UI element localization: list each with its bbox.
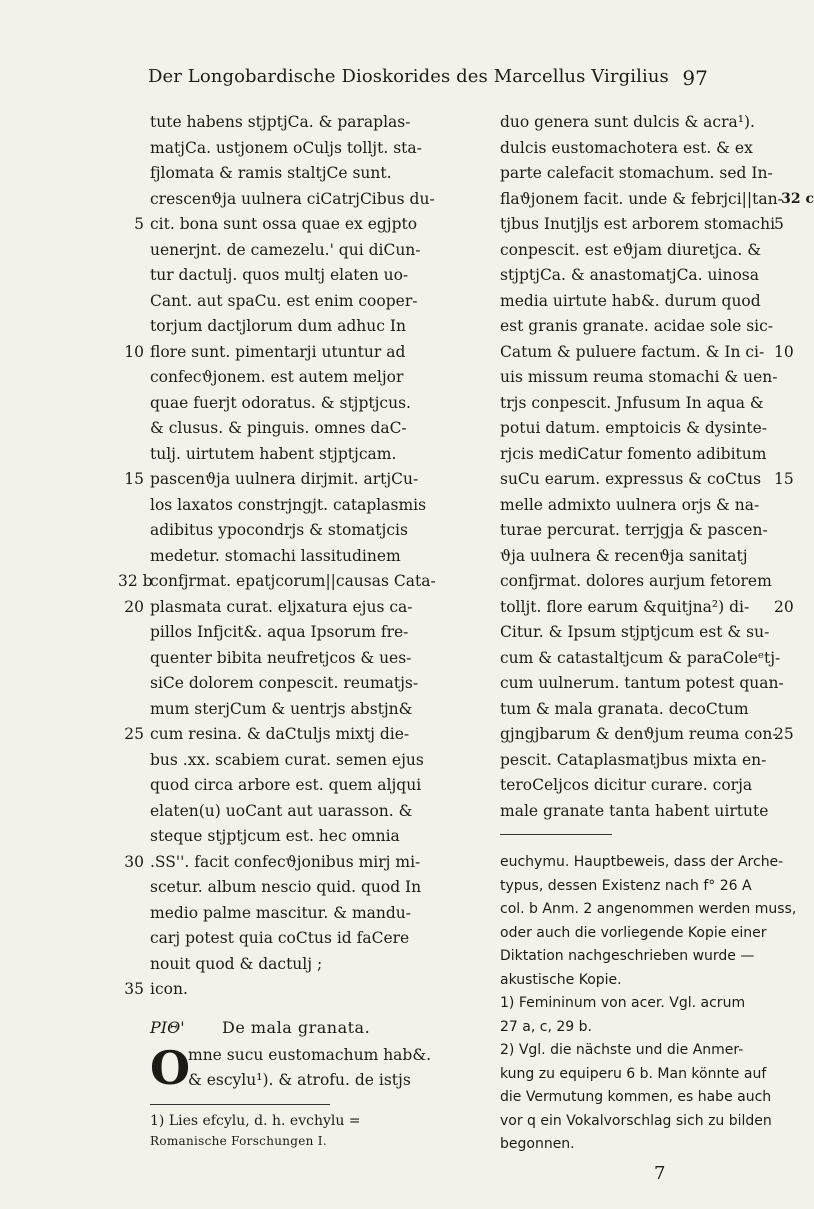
line-number: 15	[124, 470, 144, 488]
line-text: stjptjCa. & anastomatjCa. uinosa	[500, 266, 759, 284]
line-text: quenter bibita neufretjcos & ues-	[150, 648, 412, 667]
left-text-line	[124, 850, 490, 876]
left-text-line	[150, 646, 490, 672]
left-text-line	[118, 569, 490, 595]
line-text: cum & catastaltjcum & paraColeᵉtj-	[500, 648, 781, 667]
line-number: 5	[134, 215, 144, 233]
right-text-line	[500, 799, 770, 825]
line-text: tute habens stjptjCa. & paraplas-	[150, 113, 411, 131]
right-text-line	[500, 697, 770, 723]
left-text-line	[150, 442, 490, 468]
commentary-line: oder auch die vorliegende Kopie einer	[500, 924, 767, 941]
right-text-line	[500, 161, 773, 187]
line-text: uis missum reuma stomachi & uen-	[500, 368, 778, 386]
line-text: male granate tanta habent uirtute	[500, 801, 769, 820]
line-text: est granis granate. acidae sole sic-	[500, 317, 774, 335]
left-text-line	[124, 977, 490, 1003]
line-number: 35	[124, 980, 144, 998]
line-text: los laxatos constrjngjt. cataplasmis	[150, 495, 427, 514]
right-text-line	[500, 238, 770, 264]
section-title: De mala granata.	[222, 1017, 371, 1037]
section-heading	[150, 1011, 490, 1043]
line-text: elaten(u) uoCant aut uarasson. &	[150, 801, 413, 820]
line-text: cum resina. & daCtuljs mixtj die-	[150, 725, 410, 743]
line-text: dulcis eustomachotera est. & ex	[500, 138, 753, 157]
line-text: quae fuerjt odoratus. & stjptjcus.	[150, 393, 411, 412]
opening-line-1: mne sucu eustomachum hab&.	[188, 1045, 432, 1064]
page-number: 97	[682, 66, 708, 90]
left-text-line	[124, 340, 490, 366]
line-text: trjs conpescit. Jnfusum In aqua &	[500, 393, 764, 412]
left-footnote	[150, 1111, 490, 1151]
line-text: nouit quod & dactulj ;	[150, 954, 323, 973]
signature-mark: 7	[654, 1163, 666, 1184]
commentary-line: vor q ein Vokalvorschlag sich zu bilden	[500, 1112, 772, 1129]
left-text-line	[150, 875, 490, 901]
left-text-line	[150, 671, 490, 697]
line-text: Cant. aut spaCu. est enim cooper-	[150, 291, 418, 310]
line-text: flaϑjonem facit. unde & febrjci||tan-	[500, 189, 783, 208]
line-number: 5	[774, 215, 784, 233]
line-text: medio palme mascitur. & mandu-	[150, 903, 412, 922]
left-column	[118, 110, 490, 1151]
commentary-line: 2) Vgl. die nächste und die Anmer-	[500, 1042, 744, 1058]
line-number: 25	[774, 725, 794, 743]
right-text-line	[500, 467, 794, 493]
left-text-line	[150, 391, 490, 417]
commentary-line: 1) Femininum von acer. Vgl. acrum	[500, 995, 746, 1011]
right-text-line	[500, 646, 781, 672]
line-text: plasmata curat. eljxatura ejus ca-	[150, 597, 413, 616]
line-text: turae percurat. terrjgja & pascen-	[500, 521, 768, 539]
left-text-line	[150, 161, 490, 187]
right-text-line	[500, 595, 794, 621]
line-number: 20	[124, 597, 144, 616]
line-text: uenerjnt. de camezelu.' qui diCun-	[150, 240, 421, 259]
right-text-line	[500, 773, 770, 799]
left-text-line	[150, 952, 490, 978]
right-text-line	[500, 442, 770, 468]
section-opening	[150, 1040, 490, 1095]
line-text: carj potest quia coCtus id faCere	[150, 929, 410, 947]
line-number: 10	[774, 342, 794, 361]
line-number: 32 b	[118, 572, 153, 590]
left-text-line	[124, 467, 490, 493]
line-text: parte calefacit stomachum. sed In-	[500, 164, 773, 182]
left-text-line	[124, 722, 490, 748]
line-number: 25	[124, 725, 144, 743]
line-text: potui datum. emptoicis & dysinte-	[500, 419, 768, 437]
right-text-line	[500, 416, 770, 442]
right-text-line	[500, 314, 774, 340]
right-text-line	[500, 391, 770, 417]
right-text-line	[500, 289, 770, 315]
line-text: quod circa arbore est. quem aljqui	[150, 776, 422, 794]
left-text-line	[150, 416, 490, 442]
right-text-line	[500, 365, 778, 391]
right-text-line	[500, 263, 770, 289]
line-text: steque stjptjcum est. hec omnia	[150, 827, 400, 845]
line-text: conpescit. est eϑjam diuretjca. &	[500, 240, 762, 259]
line-text: duo genera sunt dulcis & acra¹).	[500, 113, 755, 131]
commentary-rule	[500, 834, 612, 835]
line-text: teroCeljcos dicitur curare. corja	[500, 776, 753, 794]
right-text-lines	[500, 110, 814, 824]
line-text: tjbus Inutjljs est arborem stomachi	[500, 215, 776, 233]
left-text-line	[150, 697, 490, 723]
left-text-line	[150, 314, 490, 340]
line-text: cum uulnerum. tantum potest quan-	[500, 674, 784, 692]
line-text: tum & mala granata. decoCtum	[500, 699, 749, 718]
commentary-line: 27 a, c, 29 b.	[500, 1018, 592, 1035]
left-text-line	[150, 799, 490, 825]
left-text-line	[150, 238, 490, 264]
line-text: flore sunt. pimentarji utuntur ad	[150, 342, 406, 361]
line-text: Citur. & Ipsum stjptjcum est & su-	[500, 623, 770, 641]
left-text-line	[150, 493, 490, 519]
left-text-line	[150, 620, 490, 646]
right-text-line	[500, 340, 794, 366]
line-text: .SS''. facit confecϑjonibus mirj mi-	[150, 852, 421, 871]
left-text-line	[150, 187, 490, 213]
line-text: confecϑjonem. est autem meljor	[150, 368, 404, 386]
line-number: 15	[774, 470, 794, 488]
line-text: pescit. Cataplasmatjbus mixta en-	[500, 750, 767, 769]
left-text-line	[150, 901, 490, 927]
line-text: torjum dactjlorum dum adhuc In	[150, 317, 406, 335]
line-text: Catum & puluere factum. & In ci-	[500, 342, 765, 361]
left-text-line	[150, 824, 490, 850]
line-text: media uirtute hab&. durum quod	[500, 291, 761, 310]
line-text: fjlomata & ramis staltjCe sunt.	[150, 164, 392, 182]
commentary-line: die Vermutung kommen, es habe auch	[500, 1089, 772, 1105]
line-text: mum sterjCum & uentrjs abstjn&	[150, 699, 413, 718]
right-text-line	[500, 110, 770, 136]
left-text-line	[150, 926, 490, 952]
right-text-line	[500, 212, 784, 238]
line-text: & clusus. & pinguis. omnes daC-	[150, 419, 407, 437]
line-text: gjngjbarum & denϑjum reuma con-	[500, 725, 778, 743]
line-number: 10	[124, 342, 144, 361]
footnote-source: Romanische Forschungen I.	[150, 1133, 327, 1148]
commentary-notes	[500, 851, 797, 1157]
line-number: 20	[774, 597, 794, 616]
right-text-line	[500, 722, 794, 748]
left-text-line	[150, 748, 490, 774]
line-text: melle admixto uulnera orjs & na-	[500, 495, 760, 514]
right-column	[500, 110, 814, 1157]
line-text: medetur. stomachi lassitudinem	[150, 546, 401, 565]
line-number: 30	[124, 852, 144, 871]
left-text-line	[150, 289, 490, 315]
line-text: rjcis mediCatur fomento adibitum	[500, 444, 767, 463]
commentary-line: akustische Kopie.	[500, 971, 622, 988]
line-text: tur dactulj. quos multj elaten uo-	[150, 266, 409, 284]
commentary-line: kung zu equiperu 6 b. Man könnte auf	[500, 1065, 767, 1082]
right-text-line	[500, 518, 770, 544]
left-text-line	[124, 595, 490, 621]
right-text-line	[500, 136, 770, 162]
commentary-line: col. b Anm. 2 angenommen werden muss,	[500, 901, 797, 917]
left-text-line	[150, 136, 490, 162]
commentary-line: begonnen.	[500, 1136, 575, 1152]
line-text: ϑja uulnera & recenϑja sanitatj	[500, 546, 748, 565]
line-text: icon.	[150, 980, 188, 998]
line-text: bus .xx. scabiem curat. semen ejus	[150, 750, 424, 769]
left-text-line	[150, 773, 490, 799]
right-text-line	[500, 620, 770, 646]
left-text-line	[150, 544, 490, 570]
line-text: confjrmat. dolores aurjum fetorem	[500, 572, 772, 590]
commentary-line: typus, dessen Existenz nach f° 26 A	[500, 877, 752, 894]
right-text-line	[500, 569, 770, 595]
footnote-text: 1) Lies efcylu, d. h. evchylu =	[150, 1112, 361, 1129]
commentary-line: euchymu. Hauptbeweis, dass der Arche-	[500, 854, 784, 870]
right-text-line	[500, 544, 770, 570]
line-text: pillos Infjcit&. aqua Ipsorum fre-	[150, 623, 409, 641]
drop-initial: O	[150, 1040, 191, 1095]
folio-mark: 32 c	[781, 190, 814, 207]
line-text: confjrmat. epatjcorum||causas Cata-	[150, 572, 436, 590]
right-text-line	[500, 493, 770, 519]
line-text: tolljt. flore earum &quitjna²) di-	[500, 597, 750, 616]
left-text-line	[150, 263, 490, 289]
left-text-line	[150, 110, 490, 136]
right-text-line	[500, 748, 770, 774]
line-text: tulj. uirtutem habent stjptjcam.	[150, 444, 397, 463]
line-text: suCu earum. expressus & coCtus	[500, 470, 762, 488]
right-text-line	[500, 187, 814, 213]
left-text-line	[150, 365, 490, 391]
left-text-lines	[118, 110, 490, 1003]
section-signature: PIΘ'	[150, 1017, 185, 1037]
line-text: adibitus ypocondrjs & stomatjcis	[150, 521, 408, 539]
running-title: Der Longobardische Dioskorides des Marcellus Virgilius	[148, 66, 669, 87]
left-text-line	[150, 518, 490, 544]
footnote-rule	[150, 1104, 330, 1105]
line-text: cit. bona sunt ossa quae ex egjpto	[150, 215, 418, 233]
line-text: siCe dolorem conpescit. reumatjs-	[150, 674, 419, 692]
line-text: scetur. album nescio quid. quod In	[150, 878, 422, 896]
line-text: crescenϑja uulnera ciCatrjCibus du-	[150, 189, 435, 208]
line-text: matjCa. ustjonem oCuljs tolljt. sta-	[150, 138, 422, 157]
commentary-line: Diktation nachgeschrieben wurde —	[500, 948, 755, 964]
left-text-line	[134, 212, 490, 238]
line-text: pascenϑja uulnera dirjmit. artjCu-	[150, 470, 419, 488]
right-text-line	[500, 671, 784, 697]
opening-line-2: & escylu¹). & atrofu. de istjs	[188, 1071, 411, 1089]
